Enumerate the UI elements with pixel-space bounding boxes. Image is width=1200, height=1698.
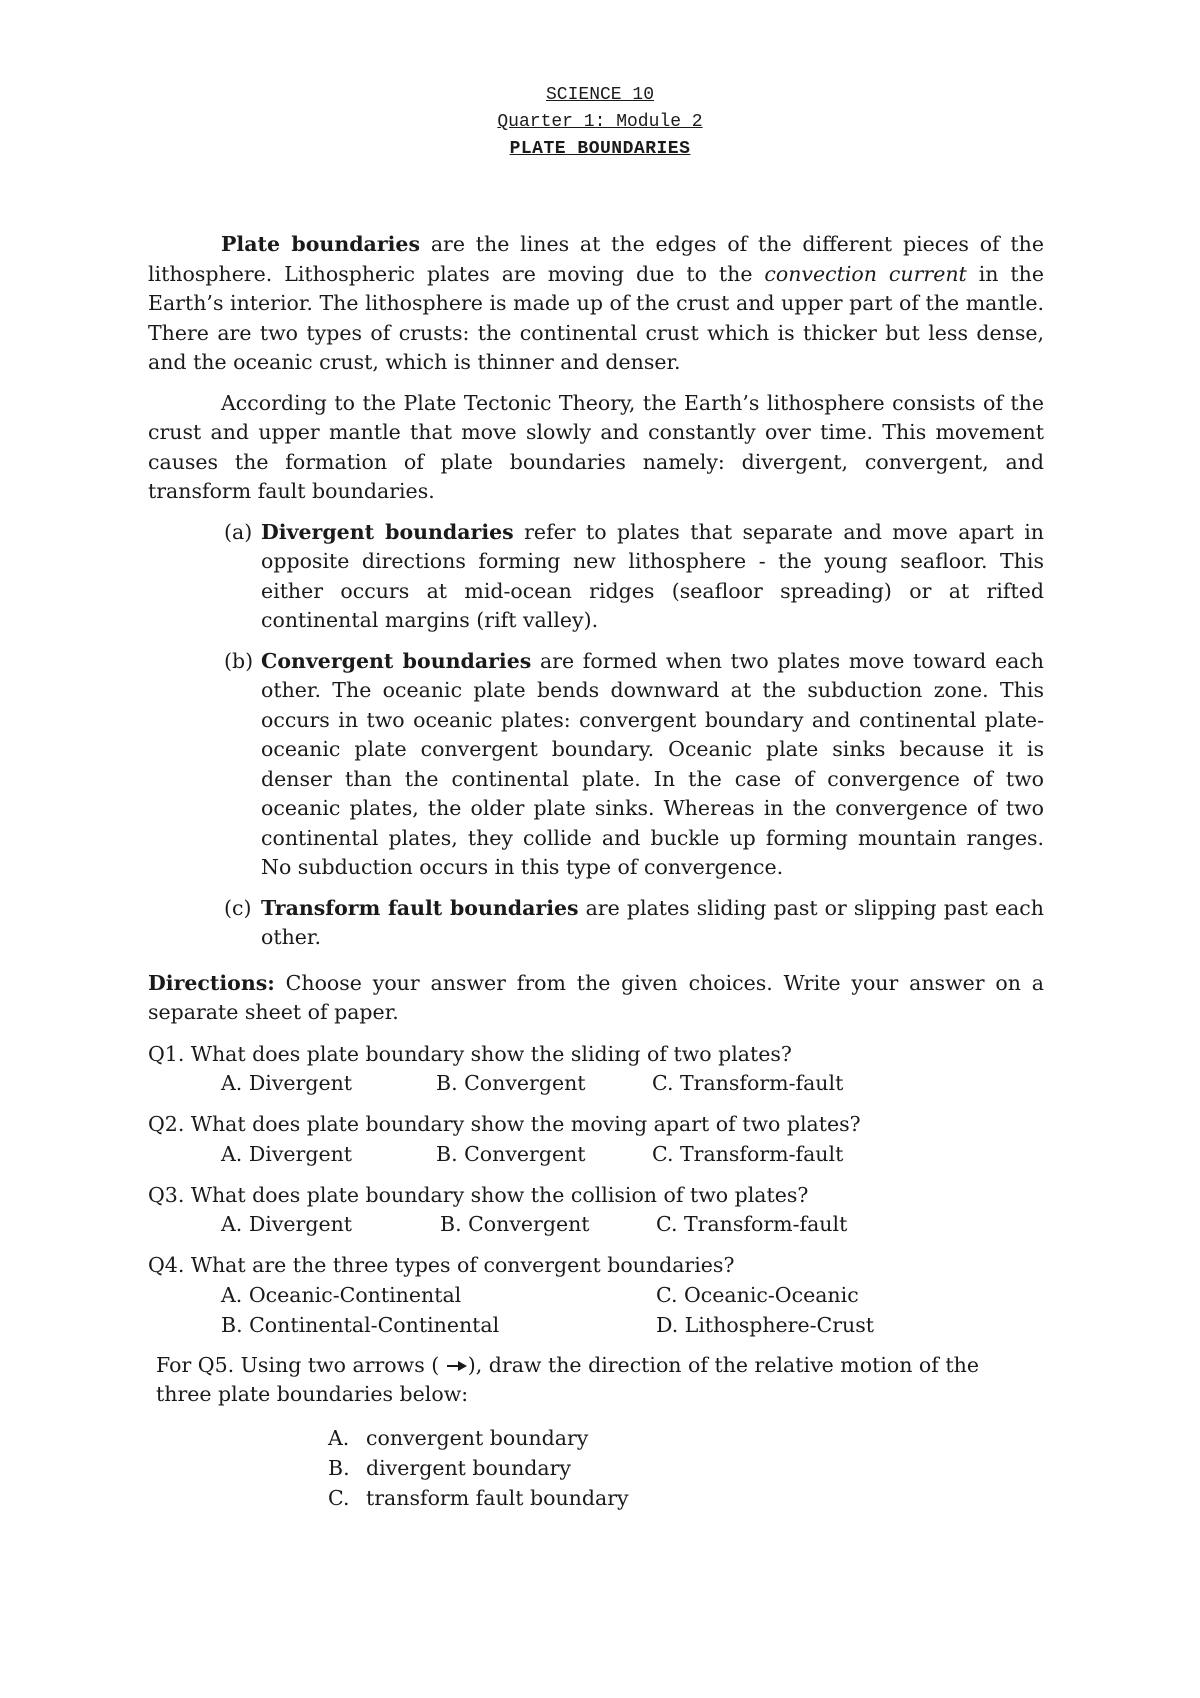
item-label: (a)	[224, 519, 253, 544]
boundary-item-divergent: (a) Divergent boundaries refer to plates that separate and move apart in opposite directions forming new lithosphere - the young seafloor. This either occurs at mid-ocean ridges (seafloor spreading) or at rifted continental margins (rift valley).	[224, 519, 1044, 632]
module-header	[0, 82, 1200, 163]
question-text: Q1. What does plate boundary show the sliding of two plates?	[148, 1041, 792, 1066]
choice-c: C. Transform-fault	[652, 1071, 844, 1095]
intro-paragraph-1: Plate boundaries are the lines at the edges of the different pieces of the lithosphere. Lithospheric plates are moving due to the convection current in the Earth’s interior. The lithosphere is made up of the crust and upper part of the mantle. There are two types of crusts: the continental crust which is thicker but less dense, and the oceanic crust, which is thinner and denser.	[148, 232, 1044, 374]
term-convection-current: convection current	[764, 261, 967, 286]
choice-c: C. Transform-fault	[656, 1212, 848, 1236]
choice-c: C. Oceanic-Oceanic	[656, 1282, 859, 1307]
list-item: A. convergent boundary	[328, 1425, 589, 1450]
list-item: B. divergent boundary	[328, 1455, 571, 1480]
question-text: Q4. What are the three types of convergent boundaries?	[148, 1253, 735, 1277]
directions-label: Directions:	[148, 970, 275, 995]
module-body	[148, 230, 1044, 1514]
choice-a: A. Divergent	[221, 1212, 353, 1236]
question-2	[148, 1110, 1044, 1169]
question-5: For Q5. Using two arrows ( ), draw the direction of the relative motion of the three plate boundaries below:	[156, 1352, 979, 1406]
choice-b: B. Continental-Continental	[221, 1312, 500, 1337]
choice-b: B. Convergent	[436, 1071, 586, 1095]
term-convergent: Convergent boundaries	[261, 648, 532, 673]
subject-title: SCIENCE 10	[545, 85, 655, 105]
module-title: Quarter 1: Module 2	[497, 112, 703, 132]
boundary-item-convergent: (b) Convergent boundaries are formed when two plates move toward each other. The oceanic plate bends downward at the subduction zone. This occurs in two oceanic plates: convergent boundary and continental plate-oceanic plate convergent boundary. Oceanic plate sinks because it is denser than the continental plate. In the case of convergence of two oceanic plates, the older plate sinks. Whereas in the convergence of two continental plates, they collide and buckle up forming mountain ranges. No subduction occurs in this type of convergence.	[224, 648, 1044, 879]
choice-b: B. Convergent	[436, 1141, 586, 1166]
list-item: C. transform fault boundary	[328, 1485, 629, 1510]
intro-paragraph-2: According to the Plate Tectonic Theory, the Earth’s lithosphere consists of the crust and upper mantle that move slowly and constantly over time. This movement causes the formation of plate boundaries namely: divergent, convergent, and transform fault boundaries.	[148, 390, 1044, 503]
question-3	[148, 1181, 1044, 1240]
boundary-item-transform: (c) Transform fault boundaries are plates sliding past or slipping past each other.	[224, 895, 1044, 949]
choice-a: A. Oceanic-Continental	[221, 1282, 462, 1307]
choice-b: B. Convergent	[440, 1212, 590, 1236]
term-divergent: Divergent boundaries	[261, 519, 514, 544]
item-label: (c)	[224, 895, 252, 920]
question-1	[148, 1040, 1044, 1099]
choice-a: A. Divergent	[221, 1141, 353, 1166]
topic-title: PLATE BOUNDARIES	[509, 139, 691, 159]
question-text: Q3. What does plate boundary show the collision of two plates?	[148, 1182, 809, 1207]
term-transform: Transform fault boundaries	[261, 895, 579, 920]
choice-c: C. Transform-fault	[652, 1141, 844, 1166]
choice-a: A. Divergent	[221, 1071, 353, 1095]
q5-list	[148, 1424, 1044, 1514]
item-label: (b)	[224, 648, 254, 673]
term-plate-boundaries: Plate boundaries	[221, 232, 421, 256]
choice-d: D. Lithosphere-Crust	[656, 1312, 874, 1337]
question-text: Q2. What does plate boundary show the moving apart of two plates?	[148, 1112, 861, 1136]
question-4	[148, 1251, 1044, 1341]
directions: Directions: Choose your answer from the given choices. Write your answer on a separate sheet of paper.	[148, 970, 1044, 1024]
arrow-icon	[446, 1360, 468, 1372]
